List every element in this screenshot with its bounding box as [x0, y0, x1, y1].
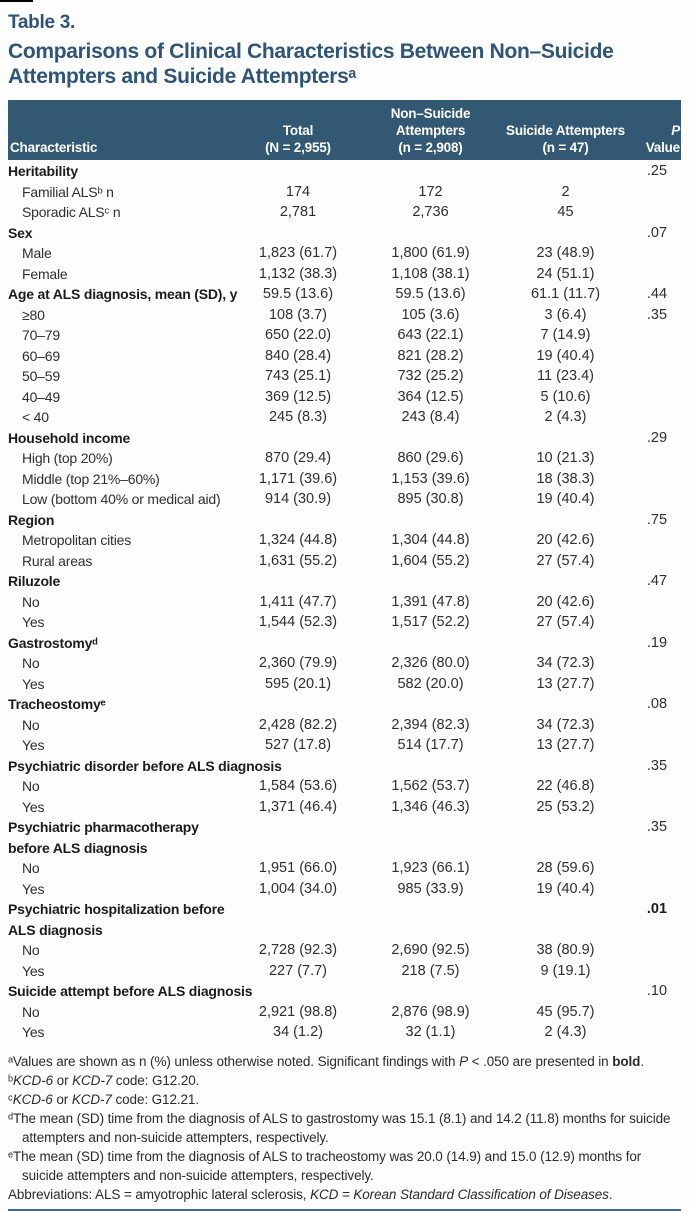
table-row — [8, 858, 681, 879]
cell-total: 2,728 (92.3) — [258, 942, 338, 958]
table-row — [8, 961, 681, 982]
table-row — [8, 325, 681, 346]
cell-label: No — [22, 1003, 40, 1020]
cell-nsa: 514 (17.7) — [397, 737, 464, 753]
cell-p: .75 — [646, 511, 668, 528]
table-row — [8, 817, 681, 858]
cell-sa: 20 (42.6) — [536, 593, 595, 610]
cell-total: 2,921 (98.8) — [258, 1003, 338, 1020]
cell-nsa: 2,876 (98.9) — [391, 1003, 470, 1020]
footnote-a-bold-word: bold — [612, 1053, 641, 1069]
cell-sa: 25 (53.2) — [536, 798, 595, 815]
cell-total: 2,360 (79.9) — [258, 655, 338, 671]
footnote-a-italic-p: P — [459, 1053, 468, 1069]
cell-label: Riluzole — [8, 573, 61, 589]
footnote-e: ᵉThe mean (SD) time from the diagnosis of ALS to tracheostomy was 20.0 (14.9) and 15.0 (12.9) months for suicide attempters and non-suicide attempters, respectively. — [8, 1148, 642, 1183]
cell-sa: 27 (57.4) — [536, 552, 595, 569]
cell-nsa: 2,736 — [412, 204, 449, 220]
footnote-b-code: code: G12.20. — [112, 1072, 200, 1088]
cell-nsa: 1,346 (46.3) — [391, 798, 470, 815]
cell-total: 59.5 (13.6) — [262, 286, 334, 302]
cell-nsa: 105 (3.6) — [401, 306, 460, 323]
cell-label: No — [22, 778, 40, 794]
cell-label: Tracheostomyᵉ — [8, 696, 106, 712]
cell-sa: 20 (42.6) — [536, 532, 595, 548]
cell-nsa: 643 (22.1) — [397, 327, 464, 343]
scan-artifact — [0, 0, 33, 2]
cell-sa: 23 (48.9) — [536, 245, 595, 261]
cell-total: 1,584 (53.6) — [258, 778, 338, 794]
column-header-sa-line1: Suicide Attempters — [506, 123, 625, 138]
cell-total: 1,004 (34.0) — [258, 880, 338, 897]
table-row — [8, 510, 681, 531]
cell-label: Metropolitan cities — [22, 532, 132, 548]
cell-total: 34 (1.2) — [273, 1024, 323, 1040]
footnote-b-kcd6: KCD-6 — [13, 1072, 54, 1088]
footnote-a-text2: < .050 are presented in — [467, 1053, 613, 1069]
table-row — [8, 899, 681, 940]
footnote-c-marker: ᶜ — [8, 1091, 13, 1107]
table-row — [8, 940, 681, 961]
cell-p: .35 — [646, 757, 668, 774]
cell-total: 527 (17.8) — [264, 737, 332, 753]
table-row — [8, 223, 681, 244]
cell-total: 369 (12.5) — [264, 388, 332, 405]
cell-nsa: 2,394 (82.3) — [391, 716, 470, 733]
cell-sa: 38 (80.9) — [536, 942, 595, 958]
cell-label: Household income — [8, 429, 131, 446]
column-header-total-line1: Total — [282, 123, 314, 138]
cell-sa: 34 (72.3) — [536, 655, 595, 671]
table-row — [8, 530, 681, 551]
table-row — [8, 612, 681, 633]
cell-total: 1,371 (46.4) — [258, 798, 338, 815]
table-row — [8, 182, 681, 203]
footnote-c-kcd6: KCD-6 — [12, 1091, 53, 1107]
cell-sa: 61.1 (11.7) — [530, 286, 601, 302]
cell-sa: 18 (38.3) — [536, 470, 595, 487]
cell-nsa: 172 — [418, 183, 443, 200]
cell-total: 245 (8.3) — [268, 409, 328, 425]
column-header-nsa-line1: Non–Suicide Attempters — [390, 106, 471, 138]
cell-nsa: 1,108 (38.1) — [391, 265, 470, 282]
cell-total: 1,411 (47.7) — [259, 593, 337, 610]
cell-sa: 3 (6.4) — [544, 306, 587, 323]
table-row — [8, 674, 681, 695]
cell-p: .35 — [646, 819, 668, 835]
cell-label: Suicide attempt before ALS diagnosis — [8, 983, 253, 999]
cell-label: High (top 20%) — [22, 450, 113, 466]
table-row — [8, 592, 681, 613]
cell-sa: 2 (4.3) — [544, 409, 587, 425]
footnote-d: ᵈThe mean (SD) time from the diagnosis of ALS to gastrostomy was 15.1 (8.1) and 14.2 (11.8) months for suicide attempters and non-suicide attempters, respectively. — [8, 1110, 671, 1145]
cell-label: No — [22, 860, 40, 876]
cell-nsa: 1,391 (47.8) — [391, 593, 470, 610]
cell-total: 1,631 (55.2) — [258, 552, 338, 569]
cell-sa: 45 (95.7) — [536, 1003, 595, 1020]
table-row — [8, 633, 681, 654]
cell-total: 1,951 (66.0) — [258, 860, 338, 876]
cell-label: Psychiatric hospitalization before ALS diagnosis — [8, 901, 225, 938]
column-header-p-line2: Value — [645, 140, 680, 155]
cell-total: 914 (30.9) — [264, 491, 332, 507]
cell-label: Sex — [8, 224, 33, 241]
footnote-b-marker: ᵇ — [8, 1072, 13, 1088]
cell-nsa: 59.5 (13.6) — [395, 286, 466, 302]
table-row — [8, 161, 681, 182]
column-header-suicide-attempters — [498, 122, 633, 156]
cell-nsa: 1,800 (61.9) — [391, 245, 470, 261]
cell-label: Psychiatric pharmacotherapy before ALS diagnosis — [8, 819, 199, 856]
cell-nsa: 860 (29.6) — [397, 450, 464, 466]
table-row — [8, 387, 681, 408]
cell-nsa: 2,326 (80.0) — [391, 655, 470, 671]
cell-label: Psychiatric disorder before ALS diagnosis — [8, 757, 282, 774]
table-row — [8, 735, 681, 756]
cell-total: 1,171 (39.6) — [258, 470, 338, 487]
cell-sa: 7 (14.9) — [540, 327, 591, 343]
table-row — [8, 776, 681, 797]
footnote-a-period: . — [640, 1053, 644, 1069]
cell-p: .25 — [646, 163, 668, 179]
footnotes — [8, 1052, 681, 1204]
cell-label: Yes — [22, 737, 45, 753]
table-row — [8, 489, 681, 510]
cell-label: Age at ALS diagnosis, mean (SD), y — [8, 286, 238, 302]
cell-total: 743 (25.1) — [264, 368, 332, 384]
cell-label: Male — [22, 245, 52, 261]
cell-label: 40–49 — [22, 388, 60, 405]
cell-total: 1,324 (44.8) — [258, 532, 338, 548]
cell-total: 1,132 (38.3) — [258, 265, 338, 282]
cell-p: .08 — [646, 696, 668, 712]
footnote-c-kcd7: KCD-7 — [71, 1091, 112, 1107]
cell-sa: 19 (40.4) — [536, 491, 595, 507]
table-row — [8, 756, 681, 777]
column-header-total — [233, 122, 363, 156]
cell-label: Yes — [22, 962, 45, 979]
cell-nsa: 1,923 (66.1) — [391, 860, 470, 876]
table-row — [8, 981, 681, 1002]
cell-nsa: 582 (20.0) — [397, 675, 464, 692]
cell-sa: 45 — [557, 204, 574, 220]
table-row — [8, 202, 681, 223]
abbreviations-text: Abbreviations: ALS = amyotrophic lateral sclerosis, — [8, 1186, 311, 1202]
cell-sa: 19 (40.4) — [536, 880, 595, 897]
cell-label: Sporadic ALSᶜ n — [22, 204, 121, 220]
table-row — [8, 284, 681, 305]
cell-label: Yes — [22, 675, 45, 692]
cell-label: Familial ALSᵇ n — [22, 183, 114, 200]
cell-label: Yes — [22, 614, 45, 630]
column-header-characteristic: Characteristic — [10, 140, 98, 155]
table-body — [8, 161, 681, 1043]
cell-total: 174 — [285, 183, 311, 200]
cell-total: 870 (29.4) — [264, 450, 332, 466]
table-row — [8, 879, 681, 900]
table-row — [8, 305, 681, 326]
cell-nsa: 1,517 (52.2) — [391, 614, 470, 630]
table-row — [8, 694, 681, 715]
table-row — [8, 428, 681, 449]
cell-nsa: 32 (1.1) — [405, 1024, 456, 1040]
cell-nsa: 2,690 (92.5) — [391, 942, 470, 958]
cell-label: Yes — [22, 1024, 45, 1040]
cell-sa: 24 (51.1) — [536, 265, 595, 282]
cell-nsa: 1,604 (55.2) — [391, 552, 470, 569]
abbreviations-kcd-italic: KCD = Korean Standard Classification of Diseases — [310, 1186, 609, 1202]
cell-p: .19 — [646, 634, 668, 651]
cell-total: 650 (22.0) — [264, 327, 332, 343]
cell-sa: 34 (72.3) — [536, 716, 595, 733]
cell-sa: 19 (40.4) — [536, 347, 595, 364]
cell-label: Rural areas — [22, 552, 93, 569]
cell-p: .01 — [646, 901, 668, 917]
cell-label: No — [22, 593, 40, 610]
table-row — [8, 264, 681, 285]
cell-p: .47 — [646, 573, 668, 589]
cell-sa: 13 (27.7) — [536, 737, 595, 753]
column-header-total-line2: (N = 2,955) — [265, 140, 331, 155]
column-header-sa-line2: (n = 47) — [542, 140, 589, 155]
cell-label: Female — [22, 265, 68, 282]
cell-label: Gastrostomyᵈ — [8, 634, 98, 651]
table-row — [8, 715, 681, 736]
cell-nsa: 1,153 (39.6) — [391, 470, 470, 487]
cell-label: No — [22, 655, 40, 671]
cell-sa: 13 (27.7) — [536, 675, 595, 692]
footnote-c-code: code: G12.21. — [111, 1091, 199, 1107]
cell-label: 50–59 — [22, 368, 60, 384]
cell-label: Middle (top 21%–60%) — [22, 470, 160, 487]
bottom-rule — [8, 1209, 681, 1211]
cell-p: .10 — [646, 983, 668, 999]
footnote-a-text: ᵃValues are shown as n (%) unless otherwise noted. Significant findings with — [8, 1053, 460, 1069]
table-row — [8, 346, 681, 367]
table-row — [8, 243, 681, 264]
cell-nsa: 1,562 (53.7) — [391, 778, 470, 794]
table-title: Comparisons of Clinical Characteristics Between Non–Suicide Attempters and Suicide Attemptersᵃ — [8, 40, 614, 88]
cell-nsa: 895 (30.8) — [397, 491, 464, 507]
table-row — [8, 551, 681, 572]
column-header-p-value — [633, 122, 681, 156]
cell-label: Yes — [22, 880, 45, 897]
table-number-label: Table 3. — [8, 12, 75, 33]
column-header-nsa-line2: (n = 2,908) — [398, 140, 463, 155]
cell-sa: 28 (59.6) — [536, 860, 595, 876]
table-row — [8, 797, 681, 818]
cell-p: .07 — [646, 224, 668, 241]
cell-nsa: 1,304 (44.8) — [391, 532, 470, 548]
cell-label: Heritability — [8, 163, 78, 179]
cell-sa: 2 — [561, 183, 570, 200]
cell-total: 2,428 (82.2) — [258, 716, 338, 733]
cell-sa: 9 (19.1) — [540, 962, 591, 979]
cell-p: .44 — [646, 286, 668, 302]
footnote-c-or: or — [52, 1091, 72, 1107]
cell-label: Region — [8, 511, 55, 528]
cell-total: 227 (7.7) — [268, 962, 328, 979]
table-row — [8, 407, 681, 428]
footnote-a — [8, 1052, 681, 1071]
footnote-abbreviations — [8, 1185, 681, 1204]
cell-sa: 27 (57.4) — [536, 614, 595, 630]
cell-total: 108 (3.7) — [268, 306, 328, 323]
cell-nsa: 218 (7.5) — [401, 962, 460, 979]
cell-label: ≥80 — [22, 306, 45, 323]
cell-sa: 5 (10.6) — [540, 388, 591, 405]
cell-label: 70–79 — [22, 327, 60, 343]
cell-total: 595 (20.1) — [264, 675, 332, 692]
table-row — [8, 1002, 681, 1023]
cell-label: No — [22, 942, 40, 958]
table-row — [8, 366, 681, 387]
cell-label: Low (bottom 40% or medical aid) — [22, 491, 221, 507]
table-row — [8, 571, 681, 592]
cell-total: 1,823 (61.7) — [258, 245, 338, 261]
cell-sa: 2 (4.3) — [544, 1024, 587, 1040]
column-header-p-line1: P — [671, 123, 680, 138]
cell-label: Yes — [22, 798, 45, 815]
table-row — [8, 1022, 681, 1043]
table-row — [8, 448, 681, 469]
cell-nsa: 821 (28.2) — [397, 347, 464, 364]
footnote-b-or: or — [53, 1072, 73, 1088]
cell-total: 840 (28.4) — [264, 347, 332, 364]
cell-sa: 11 (23.4) — [537, 368, 594, 384]
cell-label: No — [22, 716, 40, 733]
cell-nsa: 732 (25.2) — [397, 368, 464, 384]
cell-p: .29 — [646, 429, 668, 446]
cell-sa: 10 (21.3) — [536, 450, 595, 466]
column-header-non-suicide-attempters — [363, 105, 498, 156]
table-row — [8, 469, 681, 490]
footnote-b-kcd7: KCD-7 — [72, 1072, 113, 1088]
table-row — [8, 653, 681, 674]
cell-total: 2,781 — [279, 204, 317, 220]
cell-nsa: 985 (33.9) — [397, 880, 464, 897]
cell-p: .35 — [646, 306, 668, 323]
footnote-b — [8, 1071, 681, 1090]
cell-nsa: 364 (12.5) — [397, 388, 464, 405]
abbreviations-period: . — [608, 1186, 613, 1202]
footnote-c — [8, 1090, 681, 1109]
cell-label: 60–69 — [22, 347, 60, 364]
table-header-row — [8, 100, 681, 160]
cell-sa: 22 (46.8) — [536, 778, 595, 794]
cell-total: 1,544 (52.3) — [258, 614, 338, 630]
cell-nsa: 243 (8.4) — [401, 409, 460, 425]
cell-label: < 40 — [22, 409, 49, 425]
